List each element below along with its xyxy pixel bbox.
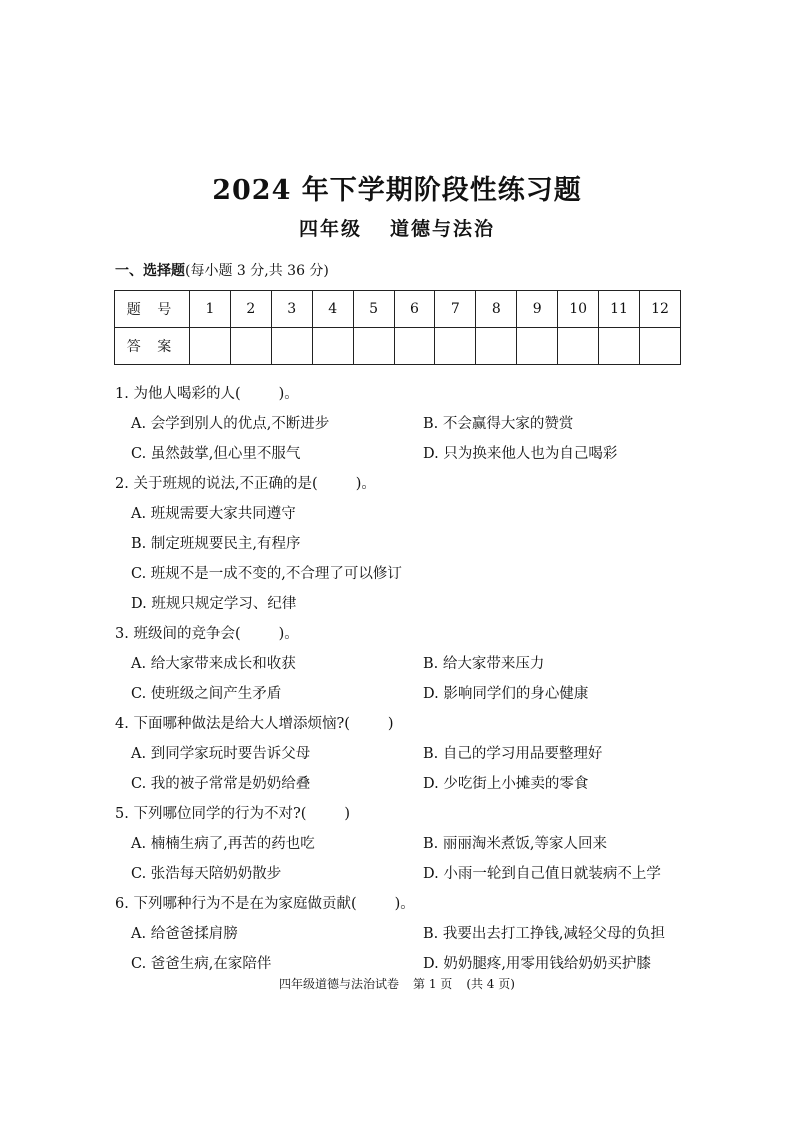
- option-d: D. 小雨一轮到自己值日就装病不上学: [423, 866, 661, 882]
- answer-cell[interactable]: [190, 328, 231, 365]
- option-a: A. 楠楠生病了,再苦的药也吃: [131, 836, 315, 852]
- question-stem: [115, 382, 299, 403]
- page-subtitle: [0, 214, 794, 241]
- answer-cell[interactable]: [639, 328, 680, 365]
- option-d: D. 班规只规定学习、纪律: [131, 596, 297, 612]
- question-number-cell: 8: [476, 291, 517, 328]
- answer-cell[interactable]: [517, 328, 558, 365]
- stem-text: )。: [278, 626, 299, 642]
- question-number-cell: 4: [312, 291, 353, 328]
- option-a: A. 会学到别人的优点,不断进步: [131, 416, 330, 432]
- answer-cell[interactable]: [435, 328, 476, 365]
- answer-cell[interactable]: [394, 328, 435, 365]
- footer-page-number: 第 1 页: [413, 977, 453, 991]
- answer-cell[interactable]: [476, 328, 517, 365]
- section-heading: [115, 260, 329, 280]
- option-d: D. 影响同学们的身心健康: [423, 686, 589, 702]
- answer-cell[interactable]: [312, 328, 353, 365]
- option-c: C. 张浩每天陪奶奶散步: [131, 866, 282, 882]
- stem-text: 1. 为他人喝彩的人(: [115, 386, 241, 402]
- stem-text: )。: [394, 896, 415, 912]
- stem-text: 2. 关于班规的说法,不正确的是(: [115, 476, 318, 492]
- subject-label: 道德与法治: [390, 218, 496, 240]
- footer-paper-name: 四年级道德与法治试卷: [279, 977, 400, 991]
- stem-text: 5. 下列哪位同学的行为不对?(: [115, 806, 307, 822]
- option-d: D. 奶奶腿疼,用零用钱给奶奶买护膝: [423, 956, 651, 972]
- stem-text: )。: [355, 476, 376, 492]
- option-b: B. 自己的学习用品要整理好: [423, 746, 603, 762]
- option-b: B. 给大家带来压力: [423, 656, 545, 672]
- stem-text: 3. 班级间的竞争会(: [115, 626, 241, 642]
- answer-cell[interactable]: [558, 328, 599, 365]
- answer-cell[interactable]: [230, 328, 271, 365]
- question-number-cell: 11: [599, 291, 640, 328]
- option-b: B. 不会赢得大家的赞赏: [423, 416, 574, 432]
- question-stem: [115, 892, 415, 913]
- option-b: B. 丽丽淘米煮饭,等家人回来: [423, 836, 607, 852]
- question-stem: [115, 622, 299, 643]
- question-number-cell: 9: [517, 291, 558, 328]
- stem-text: 6. 下列哪种行为不是在为家庭做贡献(: [115, 896, 357, 912]
- stem-text: 4. 下面哪种做法是给大人增添烦恼?(: [115, 716, 350, 732]
- option-b: B. 我要出去打工挣钱,减轻父母的负担: [423, 926, 665, 942]
- question-number-cell: 3: [271, 291, 312, 328]
- stem-text: )。: [278, 386, 299, 402]
- footer-page-total: (共 4 页): [466, 977, 515, 991]
- answer-header: 答 案: [115, 328, 190, 365]
- answer-cell[interactable]: [353, 328, 394, 365]
- section-note: (每小题 3 分,共 36 分): [185, 263, 329, 279]
- question-number-cell: 6: [394, 291, 435, 328]
- question-number-cell: 1: [190, 291, 231, 328]
- option-a: A. 到同学家玩时要告诉父母: [131, 746, 311, 762]
- option-c: C. 班规不是一成不变的,不合理了可以修订: [131, 566, 402, 582]
- question-number-cell: 12: [639, 291, 680, 328]
- option-d: D. 少吃街上小摊卖的零食: [423, 776, 589, 792]
- stem-text: ): [387, 716, 394, 732]
- option-d: D. 只为换来他人也为自己喝彩: [423, 446, 618, 462]
- stem-text: ): [344, 806, 351, 822]
- table-row: [115, 328, 681, 365]
- question-number-cell: 7: [435, 291, 476, 328]
- option-a: A. 班规需要大家共同遵守: [131, 506, 296, 522]
- option-c: C. 虽然鼓掌,但心里不服气: [131, 446, 301, 462]
- option-b: B. 制定班规要民主,有程序: [131, 536, 301, 552]
- option-c: C. 爸爸生病,在家陪伴: [131, 956, 272, 972]
- question-number-cell: 10: [558, 291, 599, 328]
- question-number-cell: 5: [353, 291, 394, 328]
- question-number-cell: 2: [230, 291, 271, 328]
- option-a: A. 给大家带来成长和收获: [131, 656, 296, 672]
- question-stem: [115, 802, 350, 823]
- page-title: 2024 年下学期阶段性练习题: [212, 175, 582, 206]
- grade-label: 四年级: [298, 218, 362, 240]
- answer-table: [114, 290, 681, 365]
- option-a: A. 给爸爸揉肩膀: [131, 926, 238, 942]
- question-number-header: 题 号: [115, 291, 190, 328]
- section-name: 一、选择题: [115, 263, 185, 279]
- question-stem: [115, 472, 376, 493]
- option-c: C. 使班级之间产生矛盾: [131, 686, 282, 702]
- option-c: C. 我的被子常常是奶奶给叠: [131, 776, 311, 792]
- answer-cell[interactable]: [271, 328, 312, 365]
- table-row: [115, 291, 681, 328]
- answer-cell[interactable]: [599, 328, 640, 365]
- page-footer: [0, 975, 794, 992]
- question-stem: [115, 712, 394, 733]
